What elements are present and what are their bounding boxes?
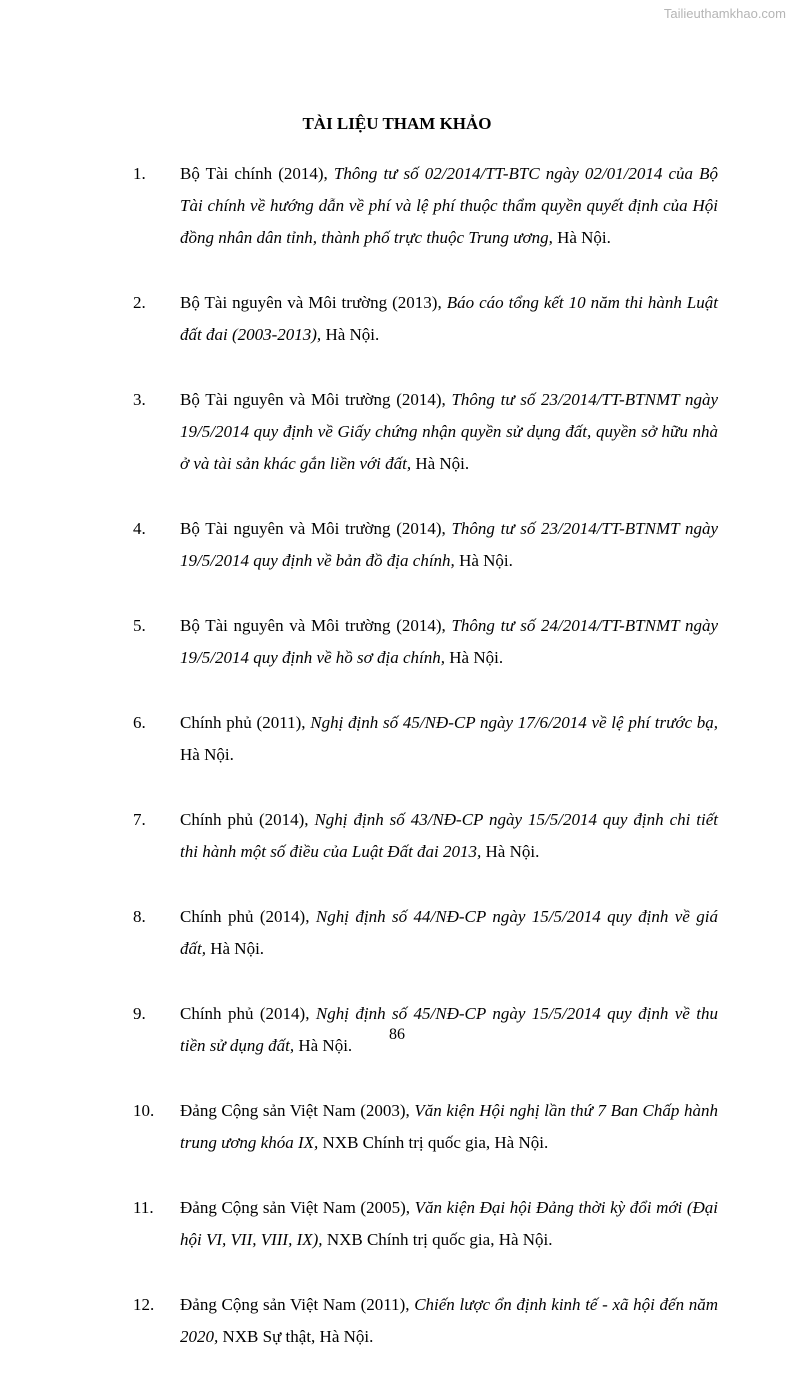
reference-item xyxy=(0,513,794,610)
reference-author: Chính phủ (2014), xyxy=(180,810,315,829)
reference-item xyxy=(0,158,794,287)
reference-text xyxy=(180,1289,718,1353)
reference-item xyxy=(0,901,794,998)
reference-author: Đảng Cộng sản Việt Nam (2003), xyxy=(180,1101,415,1120)
reference-text xyxy=(180,610,718,674)
reference-title: Chiến lược ổn định kinh tế - xã hội đến năm 2020, xyxy=(180,1295,719,1346)
reference-number: 5. xyxy=(133,616,146,635)
reference-publisher: Hà Nội. xyxy=(411,454,470,473)
reference-number: 2. xyxy=(133,293,146,312)
reference-title: Thông tư số 24/2014/TT-BTNMT ngày 19/5/2014 quy định về hồ sơ địa chính, xyxy=(180,616,718,667)
reference-text xyxy=(180,384,718,480)
reference-author: Chính phủ (2011), xyxy=(180,713,311,732)
reference-text xyxy=(180,804,718,868)
reference-author: Chính phủ (2014), xyxy=(180,1004,316,1023)
reference-item xyxy=(0,1289,794,1386)
reference-title: Văn kiện Đại hội Đảng thời kỳ đổi mới (Đại hội VI, VII, VIII, IX), xyxy=(180,1198,718,1249)
reference-item xyxy=(0,804,794,901)
reference-number: 1. xyxy=(133,164,146,183)
reference-title: Nghị định số 45/NĐ-CP ngày 15/5/2014 quy định về thu tiền sử dụng đất, xyxy=(180,1004,718,1055)
reference-publisher: NXB Sự thật, Hà Nội. xyxy=(218,1327,374,1346)
reference-title: Thông tư số 23/2014/TT-BTNMT ngày 19/5/2014 quy định về Giấy chứng nhận quyền sử dụng đất, quyền sở hữu nhà ở và tài sản khác gắn liền với đất, xyxy=(180,390,718,473)
reference-number: 3. xyxy=(133,390,146,409)
reference-title: Văn kiện Hội nghị lần thứ 7 Ban Chấp hành trung ương khóa IX, xyxy=(180,1101,718,1152)
reference-author: Đảng Cộng sản Việt Nam (2005), xyxy=(180,1198,415,1217)
reference-number: 9. xyxy=(133,1004,146,1023)
reference-publisher: Hà Nội. xyxy=(180,745,234,764)
reference-text xyxy=(180,513,718,577)
watermark: Tailieuthamkhao.com xyxy=(663,6,786,21)
reference-item xyxy=(0,287,794,384)
reference-item xyxy=(0,610,794,707)
reference-number: 12. xyxy=(133,1295,155,1314)
reference-number: 8. xyxy=(133,907,146,926)
page-title: TÀI LIỆU THAM KHẢO xyxy=(302,114,492,133)
reference-list xyxy=(0,158,794,1386)
reference-number: 10. xyxy=(133,1101,155,1120)
reference-item xyxy=(0,707,794,804)
reference-item xyxy=(0,1192,794,1289)
reference-author: Bộ Tài nguyên và Môi trường (2014), xyxy=(180,390,452,409)
reference-author: Bộ Tài nguyên và Môi trường (2014), xyxy=(180,616,452,635)
reference-author: Bộ Tài nguyên và Môi trường (2013), xyxy=(180,293,447,312)
reference-number: 6. xyxy=(133,713,146,732)
reference-title: Nghị định số 43/NĐ-CP ngày 15/5/2014 quy định chi tiết thi hành một số điều của Luật Đất đai 2013, xyxy=(180,810,719,861)
reference-title: Nghị định số 44/NĐ-CP ngày 15/5/2014 quy định về giá đất, xyxy=(180,907,718,958)
reference-text xyxy=(180,1095,718,1159)
reference-publisher: NXB Chính trị quốc gia, Hà Nội. xyxy=(318,1133,549,1152)
reference-title: Báo cáo tổng kết 10 năm thi hành Luật đất đai (2003-2013), xyxy=(180,293,718,344)
reference-author: Đảng Cộng sản Việt Nam (2011), xyxy=(180,1295,415,1314)
reference-number: 11. xyxy=(133,1198,154,1217)
reference-publisher: Hà Nội. xyxy=(552,228,611,247)
reference-number: 4. xyxy=(133,519,146,538)
reference-publisher: Hà Nội. xyxy=(445,648,504,667)
reference-item xyxy=(0,384,794,513)
reference-text xyxy=(180,158,718,254)
reference-title: Thông tư số 02/2014/TT-BTC ngày 02/01/2014 của Bộ Tài chính về hướng dẫn về phí và lệ phí thuộc thẩm quyền quyết định của Hội đồng nhân dân tỉnh, thành phố trực thuộc Trung ương, xyxy=(180,164,718,247)
reference-publisher: Hà Nội. xyxy=(294,1036,353,1055)
reference-publisher: Hà Nội. xyxy=(454,551,513,570)
reference-author: Bộ Tài nguyên và Môi trường (2014), xyxy=(180,519,452,538)
reference-publisher: Hà Nội. xyxy=(481,842,540,861)
reference-item xyxy=(0,1095,794,1192)
reference-publisher: Hà Nội. xyxy=(321,325,380,344)
page-number: 86 xyxy=(389,1026,405,1043)
reference-author: Bộ Tài chính (2014), xyxy=(180,164,334,183)
reference-author: Chính phủ (2014), xyxy=(180,907,316,926)
reference-text xyxy=(180,707,718,771)
reference-number: 7. xyxy=(133,810,146,829)
reference-text xyxy=(180,287,718,351)
reference-title: Thông tư số 23/2014/TT-BTNMT ngày 19/5/2014 quy định về bản đồ địa chính, xyxy=(180,519,718,570)
reference-publisher: Hà Nội. xyxy=(205,939,265,958)
reference-item xyxy=(0,998,794,1095)
reference-title: Nghị định số 45/NĐ-CP ngày 17/6/2014 về lệ phí trước bạ, xyxy=(310,713,718,732)
reference-text xyxy=(180,901,718,965)
reference-text xyxy=(180,1192,718,1256)
reference-publisher: NXB Chính trị quốc gia, Hà Nội. xyxy=(322,1230,553,1249)
